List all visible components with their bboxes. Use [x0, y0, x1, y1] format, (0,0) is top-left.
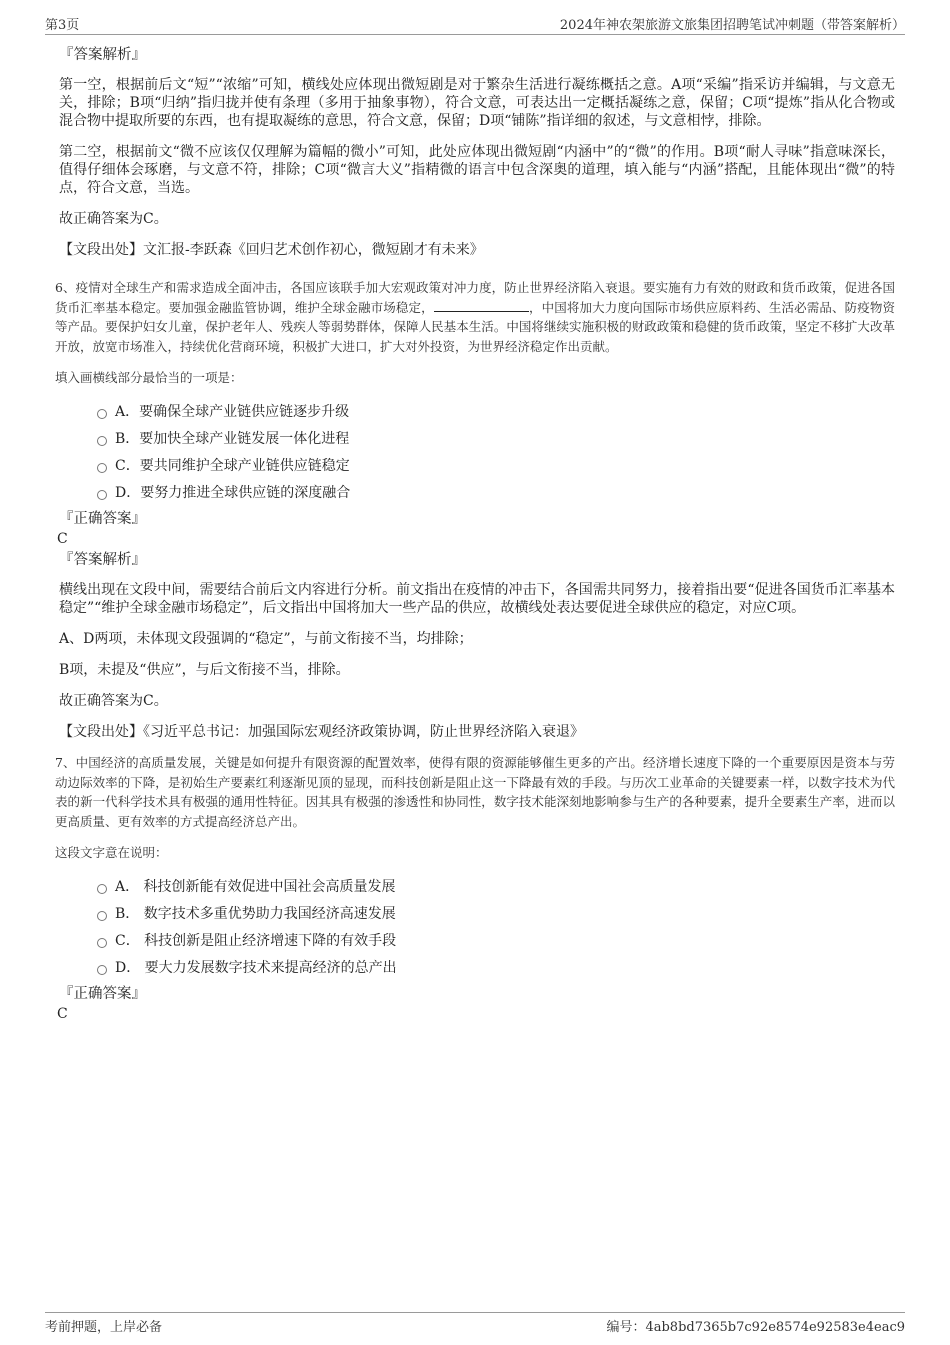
- page-content: [55, 45, 895, 1023]
- correct-answer-label: 『正确答案』: [59, 986, 146, 1002]
- radio-icon[interactable]: [97, 409, 107, 419]
- question-6-prompt: 填入画横线部分最恰当的一项是：: [55, 370, 243, 385]
- radio-icon[interactable]: [97, 884, 107, 894]
- option-b[interactable]: B．要加快全球产业链发展一体化进程: [97, 426, 895, 453]
- option-c[interactable]: C． 科技创新是阻止经济增速下降的有效手段: [97, 928, 895, 955]
- conclusion: 故正确答案为C。: [59, 211, 168, 227]
- correct-answer-label: 『正确答案』: [59, 511, 146, 527]
- option-b[interactable]: B． 数字技术多重优势助力我国经济高速发展: [97, 901, 895, 928]
- correct-answer: C: [57, 1006, 68, 1022]
- document-title: 2024年神农架旅游文旅集团招聘笔试冲刺题（带答案解析）: [559, 18, 905, 33]
- correct-answer: C: [57, 531, 68, 547]
- analysis-paragraph: A、D两项，未体现文段强调的“稳定”，与前文衔接不当，均排除；: [59, 631, 473, 647]
- analysis-paragraph: 第二空，根据前文“微不应该仅仅理解为篇幅的微小”可知，此处应体现出微短剧“内涵中”的“微”的作用。B项“耐人寻味”指意味深长，值得仔细体会琢磨，与文意不符，排除；C项“微言大义”指精微的语言中包含深奥的道理，填入能与“内涵”搭配，且能体现出“微”的特点，符合文意，当选。: [59, 144, 895, 196]
- analysis-label: 『答案解析』: [59, 47, 146, 63]
- analysis-paragraph: B项，未提及“供应”，与后文衔接不当，排除。: [59, 662, 350, 678]
- radio-icon[interactable]: [97, 463, 107, 473]
- option-a[interactable]: A． 科技创新能有效促进中国社会高质量发展: [97, 874, 895, 901]
- radio-icon[interactable]: [97, 965, 107, 975]
- source-citation: 【文段出处】《习近平总书记：加强国际宏观经济政策协调，防止世界经济陷入衰退》: [59, 724, 584, 740]
- analysis-label: 『答案解析』: [59, 552, 146, 568]
- option-d[interactable]: D． 要大力发展数字技术来提高经济的总产出: [97, 955, 895, 982]
- footer-slogan: 考前押题，上岸必备: [45, 1320, 163, 1335]
- analysis-paragraph: 横线出现在文段中间，需要结合前后文内容进行分析。前文指出在疫情的冲击下，各国需共同努力，接着指出要“促进各国货币汇率基本稳定”“维护全球金融市场稳定”，后文指出中国将加大一些产品的供应，故横线处表达要促进全球供应的稳定，对应C项。: [59, 582, 895, 616]
- document-code: 编号：4ab8bd7365b7c92e8574e92583e4eac9: [606, 1320, 905, 1335]
- fill-in-blank: [434, 299, 529, 312]
- conclusion: 故正确答案为C。: [59, 693, 168, 709]
- page-header: [45, 14, 905, 35]
- option-a[interactable]: A．要确保全球产业链供应链逐步升级: [97, 399, 895, 426]
- option-d[interactable]: D．要努力推进全球供应链的深度融合: [97, 480, 895, 507]
- radio-icon[interactable]: [97, 490, 107, 500]
- radio-icon[interactable]: [97, 436, 107, 446]
- analysis-paragraph: 第一空，根据前后文“短”“浓缩”可知，横线处应体现出微短剧是对于繁杂生活进行凝练概括之意。A项“采编”指采访并编辑，与文意无关，排除；B项“归纳”指归拢并使有条理（多用于抽象事物），符合文意，可表达出一定概括凝练之意，保留；C项“提炼”指从化合物或混合物中提取所要的东西，也有提取凝练的意思，符合文意，保留；D项“铺陈”指详细的叙述，与文意相悖，排除。: [59, 77, 895, 129]
- question-7-options: [97, 874, 895, 982]
- option-c[interactable]: C．要共同维护全球产业链供应链稳定: [97, 453, 895, 480]
- page-footer: [45, 1312, 905, 1335]
- question-6-options: [97, 399, 895, 507]
- source-citation: 【文段出处】文汇报-李跃森《回归艺术创作初心，微短剧才有未来》: [59, 242, 484, 258]
- question-6-text-before: 6、疫情对全球生产和需求造成全面冲击，各国应该联手加大宏观政策对冲力度，防止世界经济陷入衰退。要实施有力有效的财政和货币政策，促进各国货币汇率基本稳定。要加强金融监管协调，维护全球金融市场稳定，: [55, 280, 895, 315]
- page-number: 第3页: [45, 18, 80, 33]
- question-7-text: 7、中国经济的高质量发展，关键是如何提升有限资源的配置效率，使得有限的资源能够催生更多的产出。经济增长速度下降的一个重要原因是资本与劳动边际效率的下降，是初始生产要素红利逐渐见顶的显现，而科技创新是阻止这一下降最有效的手段。与历次工业革命的关键要素一样，以数字技术为代表的新一代科学技术具有极强的通用性特征。因其具有极强的渗透性和协同性，数字技术能深刻地影响参与生产的各种要素，提升全要素生产率，进而以更高质量、更有效率的方式提高经济总产出。: [55, 755, 895, 829]
- radio-icon[interactable]: [97, 938, 107, 948]
- question-6-text-after: ，中国将加大力度向国际市场供应原料药、生活必需品、防疫物资等产品。要保护妇女儿童，保护老年人、残疾人等弱势群体，保障人民基本生活。中国将继续实施积极的财政政策和稳健的货币政策，坚定不移扩大改革开放，放宽市场准入，持续优化营商环境，积极扩大进口，扩大对外投资，为世界经济稳定作出贡献。: [55, 299, 895, 354]
- question-7-prompt: 这段文字意在说明：: [55, 845, 168, 860]
- radio-icon[interactable]: [97, 911, 107, 921]
- question-6-text: [55, 278, 895, 356]
